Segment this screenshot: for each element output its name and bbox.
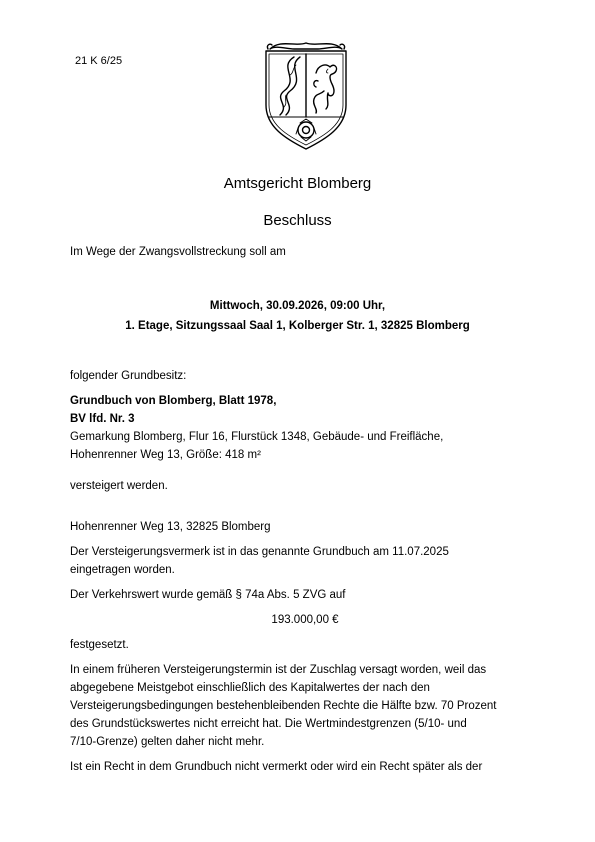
earlier-line-5: 7/10-Grenze) gelten daher nicht mehr. — [70, 736, 265, 748]
coat-of-arms-icon — [256, 35, 356, 153]
auction-term — [0, 296, 595, 336]
property-item: BV lfd. Nr. 3 — [70, 413, 135, 425]
document-body — [70, 367, 540, 776]
file-number: 21 K 6/25 — [75, 55, 123, 67]
property-register: Grundbuch von Blomberg, Blatt 1978, — [70, 395, 277, 407]
earlier-line-3: Versteigerungsbedingungen bestehenbleibenden Rechte die Hälfte bzw. 70 Prozent — [70, 700, 497, 712]
intro-text: Im Wege der Zwangsvollstreckung soll am — [70, 246, 286, 258]
earlier-line-4: des Grundstückswertes nicht erreicht hat. Die Wertmindestgrenzen (5/10- und — [70, 718, 467, 730]
property-address: Hohenrenner Weg 13, 32825 Blomberg — [70, 521, 271, 533]
auction-location: 1. Etage, Sitzungssaal Saal 1, Kolberger Str. 1, 32825 Blomberg — [125, 320, 470, 332]
value-outro: festgesetzt. — [70, 639, 129, 651]
registration-line-1: Der Versteigerungsvermerk ist in das genannte Grundbuch am 11.07.2025 — [70, 546, 449, 558]
earlier-line-1: In einem früheren Versteigerungstermin ist der Zuschlag versagt worden, weil das — [70, 664, 487, 676]
document-title: Beschluss — [263, 212, 332, 229]
auction-phrase: versteigert werden. — [70, 480, 168, 492]
property-description-2: Hohenrenner Weg 13, Größe: 418 m² — [70, 449, 261, 461]
earlier-line-2: abgegebene Meistgebot einschließlich des Kapitalwertes der nach den — [70, 682, 430, 694]
auction-date-time: Mittwoch, 30.09.2026, 09:00 Uhr, — [209, 300, 386, 312]
value-amount: 193.000,00 € — [271, 614, 339, 626]
property-lead: folgender Grundbesitz: — [70, 370, 187, 382]
registration-line-2: eingetragen worden. — [70, 564, 175, 576]
value-intro: Der Verkehrswert wurde gemäß § 74a Abs. 5 ZVG auf — [70, 589, 346, 601]
court-name: Amtsgericht Blomberg — [223, 175, 372, 192]
property-description-1: Gemarkung Blomberg, Flur 16, Flurstück 1348, Gebäude- und Freifläche, — [70, 431, 444, 443]
rights-line-1: Ist ein Recht in dem Grundbuch nicht vermerkt oder wird ein Recht später als der — [70, 761, 483, 773]
